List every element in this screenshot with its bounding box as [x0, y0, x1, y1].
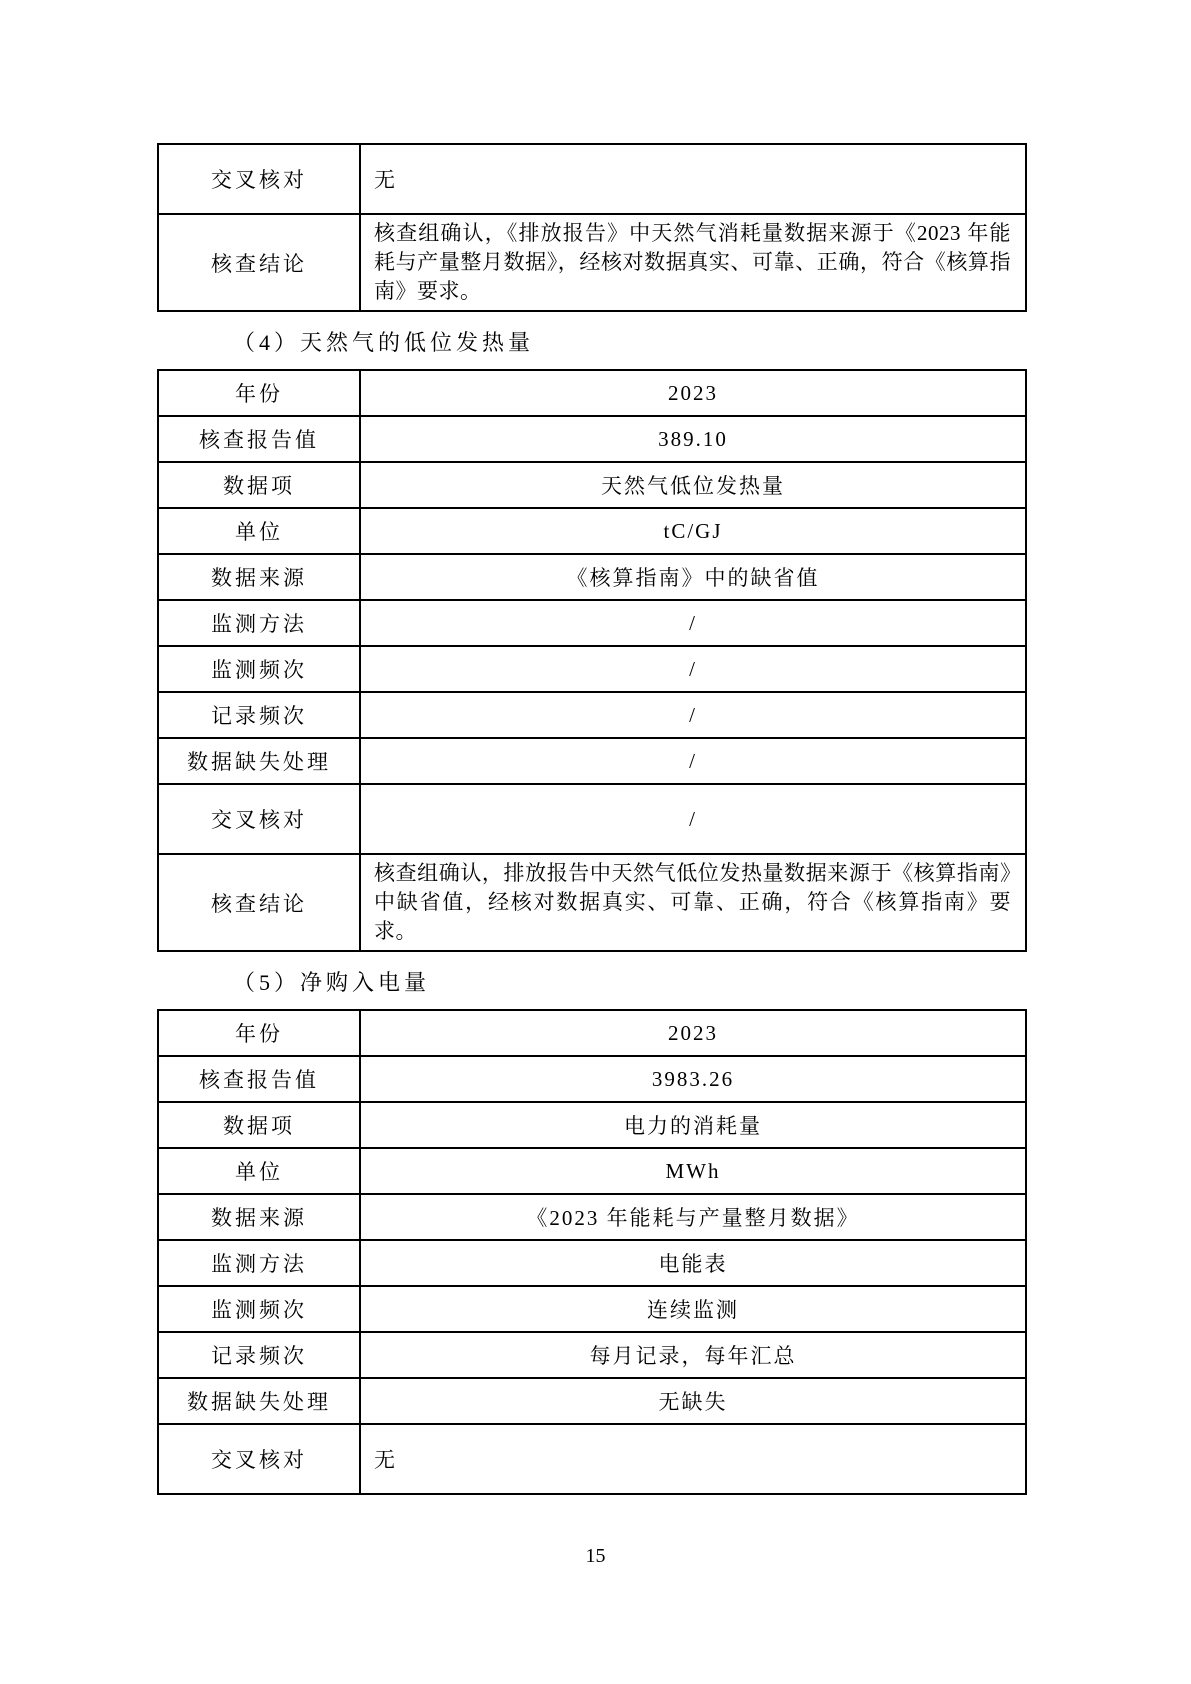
row-label: 监测方法 — [158, 1240, 360, 1286]
row-label: 数据项 — [158, 1102, 360, 1148]
table-row — [158, 1332, 1026, 1378]
row-label: 监测频次 — [158, 646, 360, 692]
row-value: 《2023 年能耗与产量整月数据》 — [360, 1194, 1026, 1240]
table-row — [158, 508, 1026, 554]
row-label: 年份 — [158, 1010, 360, 1056]
row-label: 数据来源 — [158, 554, 360, 600]
section-5-heading: （5）净购入电量 — [233, 970, 431, 995]
row-label: 记录频次 — [158, 692, 360, 738]
row-label: 数据项 — [158, 462, 360, 508]
row-label: 数据来源 — [158, 1194, 360, 1240]
row-value: 每月记录，每年汇总 — [360, 1332, 1026, 1378]
table-row — [158, 784, 1026, 854]
row-label: 记录频次 — [158, 1332, 360, 1378]
row-value: / — [360, 600, 1026, 646]
table-row — [158, 738, 1026, 784]
row-value: MWh — [360, 1148, 1026, 1194]
table-row — [158, 692, 1026, 738]
row-label: 核查报告值 — [158, 1056, 360, 1102]
row-value: 电力的消耗量 — [360, 1102, 1026, 1148]
table-row — [158, 1148, 1026, 1194]
table-row — [158, 1056, 1026, 1102]
row-value: tC/GJ — [360, 508, 1026, 554]
table-row — [158, 1424, 1026, 1494]
row-label: 核查报告值 — [158, 416, 360, 462]
document-page — [157, 143, 1027, 1495]
row-label: 监测频次 — [158, 1286, 360, 1332]
row-label: 监测方法 — [158, 600, 360, 646]
row-value: 核查组确认，《排放报告》中天然气消耗量数据来源于《2023 年能耗与产量整月数据》，经核对数据真实、可靠、正确，符合《核算指南》要求。 — [360, 214, 1026, 311]
row-value: 3983.26 — [360, 1056, 1026, 1102]
ncv-table — [157, 369, 1027, 952]
table-row — [158, 1194, 1026, 1240]
section-4-heading: （4）天然气的低位发热量 — [233, 330, 535, 355]
row-label: 交叉核对 — [158, 784, 360, 854]
row-value: / — [360, 784, 1026, 854]
row-label: 核查结论 — [158, 854, 360, 951]
row-value: 2023 — [360, 1010, 1026, 1056]
row-label: 单位 — [158, 1148, 360, 1194]
table-row — [158, 1378, 1026, 1424]
table-row — [158, 462, 1026, 508]
page-number: 15 — [585, 1545, 606, 1567]
row-label: 交叉核对 — [158, 144, 360, 214]
table-row — [158, 1286, 1026, 1332]
row-value: 389.10 — [360, 416, 1026, 462]
table-row — [158, 416, 1026, 462]
row-value: 连续监测 — [360, 1286, 1026, 1332]
table-row — [158, 214, 1026, 311]
row-label: 交叉核对 — [158, 1424, 360, 1494]
row-value: 天然气低位发热量 — [360, 462, 1026, 508]
table-row — [158, 854, 1026, 951]
row-value: 无 — [360, 144, 1026, 214]
row-value: 2023 — [360, 370, 1026, 416]
row-value: 《核算指南》中的缺省值 — [360, 554, 1026, 600]
table-row — [158, 1102, 1026, 1148]
row-label: 数据缺失处理 — [158, 738, 360, 784]
table-row — [158, 370, 1026, 416]
row-value: 无缺失 — [360, 1378, 1026, 1424]
table-row — [158, 1240, 1026, 1286]
table-row — [158, 646, 1026, 692]
row-label: 单位 — [158, 508, 360, 554]
table-row — [158, 1010, 1026, 1056]
row-value: 电能表 — [360, 1240, 1026, 1286]
row-value: 核查组确认，排放报告中天然气低位发热量数据来源于《核算指南》中缺省值，经核对数据真实、可靠、正确，符合《核算指南》要求。 — [360, 854, 1026, 951]
table-row — [158, 554, 1026, 600]
row-value: 无 — [360, 1424, 1026, 1494]
table-row — [158, 600, 1026, 646]
row-value: / — [360, 692, 1026, 738]
row-label: 年份 — [158, 370, 360, 416]
electricity-table — [157, 1009, 1027, 1495]
row-value: / — [360, 646, 1026, 692]
row-label: 核查结论 — [158, 214, 360, 311]
row-value: / — [360, 738, 1026, 784]
row-label: 数据缺失处理 — [158, 1378, 360, 1424]
table-row — [158, 144, 1026, 214]
cross-check-continuation-table — [157, 143, 1027, 312]
